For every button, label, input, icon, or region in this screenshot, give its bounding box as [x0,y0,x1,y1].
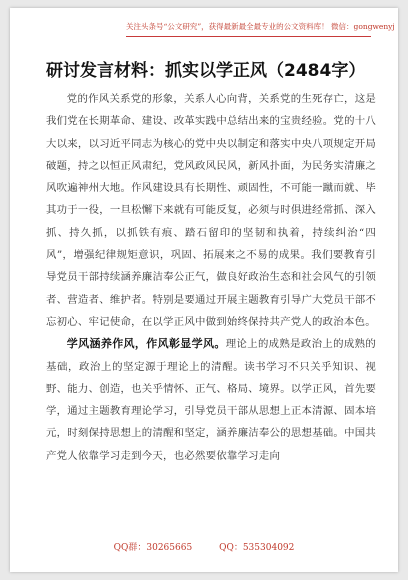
document-page [10,8,398,572]
page-footer [10,540,398,553]
footer-qq: QQ：535304092 [219,543,295,553]
paragraph-text: 党的作风关系党的形象，关系人心向背，关系党的生死存亡，这是我们党在长期革命、建设、改革实践中总结出来的宝贵经验。党的十八大以来，以习近平同志为核心的党中央以制定和落实中央八项规定开局破题，持之以恒正风肃纪，党风政风民风，新风扑面，为民务实清廉之风吹遍神州大地。作风建设具有长期性、顽固性，不可能一蹴而就、毕其功于一役，一旦松懈下来就有可能反复，必须与时俱进经常抓、深入抓、持久抓，以抓铁有痕、踏石留印的坚韧和执着，持续纠治“四风”，增强纪律规矩意识，巩固、拓展来之不易的成果。我们要教育引导党员干部持续涵养廉洁奉公正气，做良好政治生态和社会风气的引领者、营造者、维护者。特别是要通过开展主题教育引导广大党员干部不忘初心、牢记使命，在以学正风中做到始终保持共产党人的政治本色。 [46,93,376,328]
document-body [46,88,376,467]
paragraph [46,88,376,333]
paragraph [46,333,376,467]
paragraph-text: 理论上的成熟是政治上的成熟的基础，政治上的坚定源于理论上的清醒。读书学习不只关乎知识、视野、能力、创造，也关乎情怀、正气、格局、境界。以学正风，首先要学，通过主题教育理论学习，引导党员干部从思想上正本清源、固本培元，时刻保持思想上的清醒和坚定，涵养廉洁奉公的思想基础。中国共产党人依靠学习走到今天，也必然要依靠学习走向 [46,338,377,462]
footer-qq-group: QQ群：30265665 [113,543,193,553]
page-header: 关注头条号“公文研究”，获得最新最全最专业的公文资料库！ 微信：gongwenyj [126,20,371,37]
document-title: 研讨发言材料：抓实以学正风（2484字） [46,61,366,81]
paragraph-lead: 学风涵养作风，作风彰显学风。 [66,337,226,351]
